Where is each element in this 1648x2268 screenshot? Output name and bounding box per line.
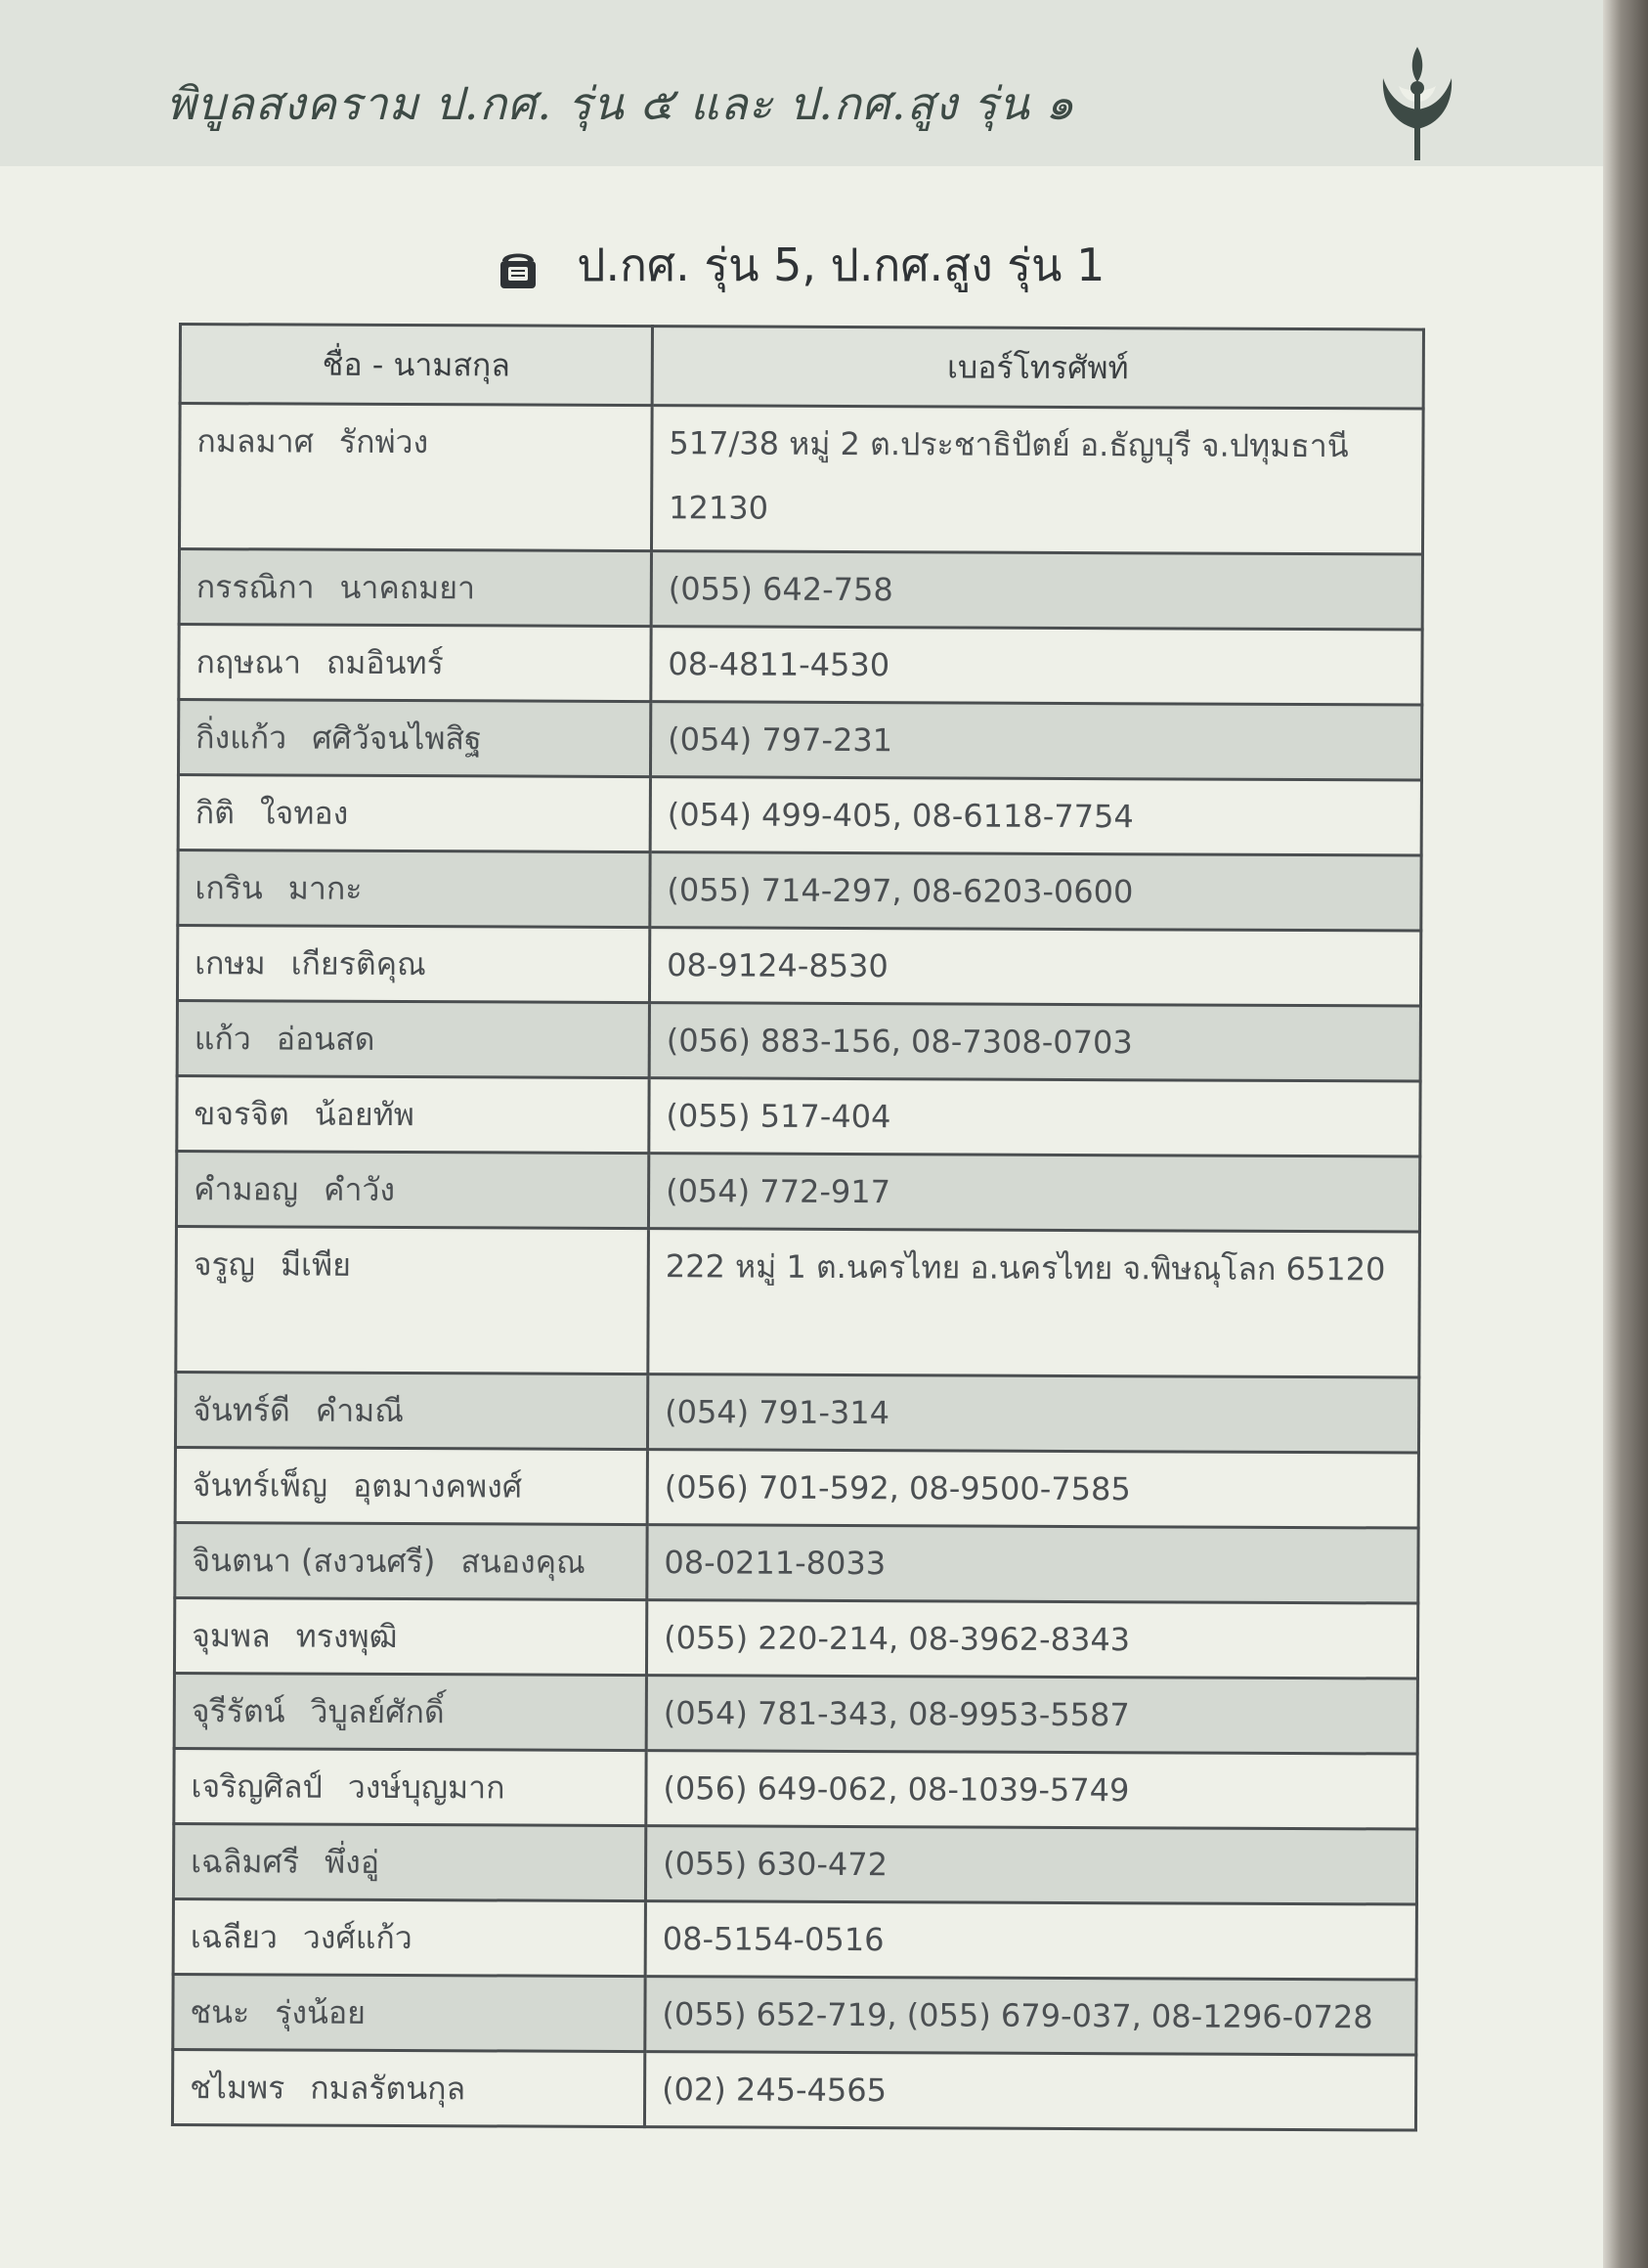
table-row [174,1673,1417,1754]
table-row [172,2049,1415,2130]
contact-cell: (055) 642-758 [651,551,1422,630]
name-cell [179,625,651,702]
last-name: พึ่งอู่ [324,1843,380,1881]
contact-cell: (02) 245-4565 [644,2052,1415,2130]
university-emblem-icon [1364,39,1471,166]
last-name: วิบูลย์ศักดิ์ [310,1692,445,1731]
section-title-text: ป.กศ. รุ่น 5, ป.กศ.สูง รุ่น 1 [577,239,1106,291]
table-row [179,549,1422,631]
name-cell [178,700,650,777]
last-name: มีเพีย [280,1245,351,1284]
contact-cell: 08-4811-4530 [651,627,1422,705]
name-cell [173,1898,645,1976]
last-name: วงษ์บุญมาก [347,1767,505,1807]
name-cell [178,775,650,852]
book-spine-edge [1603,0,1648,2268]
name-cell [175,1372,647,1449]
name-cell [174,1673,646,1750]
section-title [0,230,1603,301]
last-name: อ่อนสด [276,1020,375,1058]
first-name: จินตนา (สงวนศรี) [192,1542,436,1581]
name-cell [177,1000,649,1077]
first-name: เฉลียว [190,1918,278,1956]
column-header-name: ชื่อ - นามสกุล [180,325,652,406]
telephone-icon [499,247,538,290]
first-name: จุมพล [192,1617,271,1655]
contact-cell: (054) 499-405, 08-6118-7754 [650,777,1421,855]
contact-cell: (056) 701-592, 08-9500-7585 [647,1450,1418,1528]
name-cell [179,549,651,627]
first-name: จันทร์เพ็ญ [192,1466,328,1505]
contact-cell: (056) 883-156, 08-7308-0703 [649,1003,1420,1081]
first-name: กฤษณา [195,643,302,681]
table-row [179,404,1423,555]
first-name: แก้ว [194,1020,251,1058]
last-name: เกียรติคุณ [290,944,426,983]
first-name: ชไมพร [190,2069,285,2107]
table-row [178,775,1421,856]
name-cell [176,1226,649,1374]
table-row [175,1372,1418,1453]
contact-cell: 08-0211-8033 [647,1525,1418,1603]
running-title: พิบูลสงคราม ป.กศ. รุ่น ๕ และ ป.กศ.สูง รุ่น ๑ [166,77,1075,130]
name-cell [174,1748,646,1825]
contact-cell: (055) 517-404 [649,1078,1420,1156]
table-row [176,1151,1419,1232]
name-cell [174,1597,646,1675]
contact-cell: (056) 649-062, 08-1039-5749 [646,1751,1417,1829]
table-row [175,1447,1418,1528]
table-row [173,1974,1416,2055]
table-header-row [180,325,1423,410]
last-name: ศศิวัจนไพสิฐ [312,719,482,758]
contact-cell: (055) 714-297, 08-6203-0600 [650,852,1421,931]
contact-cell: 08-9124-8530 [649,928,1420,1006]
table-row [179,625,1422,706]
contact-cell: (054) 772-917 [648,1154,1419,1232]
name-cell [175,1447,647,1524]
first-name: เกริน [195,869,263,907]
last-name: รักพ่วง [338,422,429,461]
table-row [177,926,1420,1007]
first-name: กิ่งแก้ว [195,719,287,757]
last-name: กมลรัตนกุล [310,2069,466,2108]
first-name: เจริญศิลป์ [191,1767,323,1806]
running-header [0,0,1603,166]
first-name: ขจรจิต [194,1095,289,1133]
name-cell [172,2049,644,2126]
table-row [173,1898,1416,1980]
name-cell [179,404,652,551]
contact-cell: (055) 652-719, (055) 679-037, 08-1296-0728 [645,1977,1416,2055]
table-row [174,1748,1417,1829]
contacts-table [171,323,1425,2132]
table-row [173,1823,1416,1904]
table-row [176,1226,1420,1377]
contact-cell: (054) 781-343, 08-9953-5587 [646,1676,1417,1754]
first-name: จันทร์ดี [193,1391,290,1429]
last-name: สนองคุณ [460,1543,585,1581]
name-cell [173,1974,645,2051]
first-name: ชนะ [190,1993,250,2031]
last-name: คำมณี [315,1391,405,1430]
contact-cell: 517/38 หมู่ 2 ต.ประชาธิปัตย์ อ.ธัญบุรี จ.ปทุมธานี 12130 [651,406,1423,554]
last-name: วงศ์แก้ว [302,1918,412,1957]
contact-cell: 08-5154-0516 [645,1901,1416,1980]
last-name: ทรงพุฒิ [295,1617,398,1655]
first-name: กิติ [195,794,236,832]
last-name: อุตมางคพงศ์ [352,1466,523,1505]
contact-cell: (055) 630-472 [645,1826,1416,1904]
table-row [178,850,1421,932]
first-name: จรูญ [193,1245,256,1284]
first-name: จุรีรัตน์ [191,1692,285,1730]
name-cell [176,1151,648,1228]
contact-cell: 222 หมู่ 1 ต.นครไทย อ.นครไทย จ.พิษณุโลก 65120 [648,1229,1420,1377]
last-name: คำวัง [324,1170,396,1208]
first-name: คำมอญ [194,1170,299,1208]
last-name: มากะ [287,869,363,907]
contact-cell: (054) 791-314 [647,1374,1418,1453]
name-cell [175,1522,647,1599]
table-row [178,700,1421,781]
first-name: กรรณิกา [195,568,315,606]
table-row [177,1000,1420,1081]
first-name: เกษม [195,944,266,982]
table-row [177,1075,1420,1156]
last-name: ถมอินทร์ [325,643,444,682]
last-name: ใจทอง [259,794,349,832]
last-name: น้อยทัพ [314,1095,414,1134]
name-cell [177,1075,649,1153]
contact-cell: (054) 797-231 [650,702,1421,780]
contact-cell: (055) 220-214, 08-3962-8343 [646,1600,1417,1679]
first-name: กมลมาศ [196,422,315,460]
last-name: นาคถมยา [339,568,476,607]
name-cell [173,1823,645,1900]
last-name: รุ่งน้อย [275,1993,366,2031]
name-cell [178,850,650,928]
table-row [175,1522,1418,1603]
column-header-phone: เบอร์โทรศัพท์ [652,327,1423,409]
table-row [174,1597,1417,1679]
first-name: เฉลิมศรี [191,1843,300,1881]
name-cell [177,926,649,1003]
